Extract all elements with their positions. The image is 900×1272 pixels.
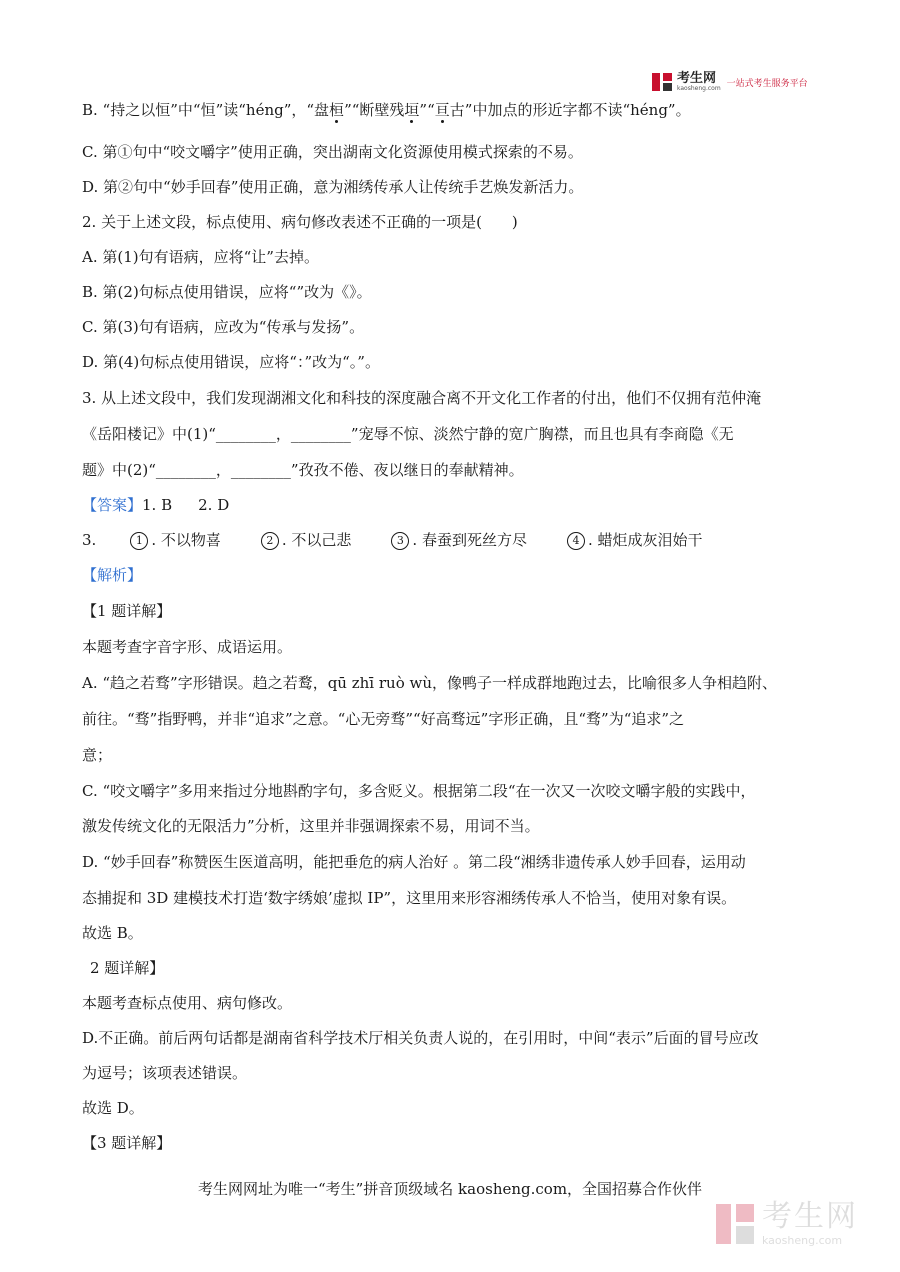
detail-1-d-line2: 态捕捉和 3D 建模技术打造‘数字绣娘’虚拟 IP”，这里用来形容湘绣传承人不恰当，使用对象有误。	[82, 889, 737, 907]
answer-3-row	[82, 530, 703, 550]
answer-label: 【答案】	[82, 496, 143, 514]
detail-1-intro: 本题考查字音字形、成语运用。	[82, 638, 293, 656]
watermark-name: 考生网	[762, 1199, 858, 1234]
option-2a: A. 第(1)句有语病，应将“让”去掉。	[82, 248, 319, 266]
watermark-domain: kaosheng.com	[762, 1234, 843, 1247]
dotted-char: 亘	[434, 101, 450, 119]
dotted-char: 桓	[329, 101, 345, 119]
answer-text: . 蜡炬成灰泪始干	[587, 531, 703, 549]
answer-3-num: 3.	[82, 531, 97, 549]
watermark	[716, 1194, 876, 1254]
answer-text: . 不以己悲	[281, 531, 352, 549]
detail-2-d-line1: D.不正确。前后两句话都是湖南省科学技术厅相关负责人说的，在引用时，中间“表示”后面的冒号应改	[82, 1029, 759, 1047]
circled-number: 1	[130, 532, 148, 550]
option-1b	[82, 100, 691, 120]
detail-2-intro: 本题考查标点使用、病句修改。	[82, 994, 293, 1012]
detail-1-end: 故选 B。	[82, 924, 143, 942]
question-2: 2. 关于上述文段，标点使用、病句修改表述不正确的一项是( )	[82, 213, 518, 231]
question-3-line2: 《岳阳楼记》中(1)“________，________”宠辱不惊、淡然宁静的宽广胸襟，而且也具有李商隐《无	[82, 425, 734, 443]
circled-number: 3	[391, 532, 409, 550]
text: B. “持之以恒”中“恒”读“héng”，“盘	[82, 101, 330, 119]
answer-3-item	[261, 531, 352, 549]
option-1c: C. 第①句中“咬文嚼字”使用正确，突出湖南文化资源使用模式探索的不易。	[82, 143, 583, 161]
footer-text: 考生网网址为唯一“考生”拼音顶级域名 kaosheng.com，全国招募合作伙伴	[197, 1180, 703, 1198]
text: 古”中加点的形近字都不读“héng”。	[449, 101, 691, 119]
logo-name: 考生网	[677, 71, 717, 86]
watermark-text	[762, 1199, 858, 1247]
detail-1-c-line1: C. “咬文嚼字”多用来指过分地斟酌字句，多含贬义。根据第二段“在一次又一次咬文嚼字般的实践中，	[82, 782, 756, 800]
detail-1-a-line1: A. “趋之若骛”字形错误。趋之若鹜，qū zhī ruò wù，像鸭子一样成群地跑过去，比喻很多人争相趋附、	[82, 674, 777, 692]
answer-3-item	[130, 531, 221, 549]
detail-2-d-line2: 为逗号；该项表述错误。	[82, 1064, 248, 1082]
logo-text	[677, 72, 721, 92]
option-2c: C. 第(3)句有语病，应改为“传承与发扬”。	[82, 318, 365, 336]
detail-2-end: 故选 D。	[82, 1099, 144, 1117]
header-logo	[652, 70, 847, 94]
watermark-logo-icon	[716, 1202, 756, 1246]
answer-text: . 不以物喜	[151, 531, 221, 549]
answer-3-item	[567, 531, 703, 549]
answer-1: 1. B	[142, 496, 173, 514]
option-2d: D. 第(4)句标点使用错误，应将“：”改为“。”。	[82, 353, 380, 371]
question-3-line1: 3. 从上述文段中，我们发现湖湘文化和科技的深度融合离不开文化工作者的付出，他们不仅拥有范仲淹	[82, 389, 762, 407]
detail-2-title: 2 题详解】	[90, 959, 165, 977]
detail-1-a-line3: 意；	[82, 746, 113, 764]
question-3-line3: 题》中(2)“________，________”孜孜不倦、夜以继日的奉献精神。	[82, 461, 524, 479]
logo-slogan: 一站式考生服务平台	[726, 78, 808, 89]
answer-row	[82, 495, 229, 515]
logo-domain: kaosheng.com	[677, 85, 721, 92]
circled-number: 2	[261, 532, 279, 550]
detail-1-c-line2: 激发传统文化的无限活力”分析，这里并非强调探索不易，用词不当。	[82, 817, 540, 835]
circled-number: 4	[567, 532, 585, 550]
detail-1-d-line1: D. “妙手回春”称赞医生医道高明，能把垂危的病人治好 。第二段“湘绣非遗传承人妙手回春，运用动	[82, 853, 746, 871]
option-1d: D. 第②句中“妙手回春”使用正确，意为湘绣传承人让传统手艺焕发新活力。	[82, 178, 584, 196]
option-2b: B. 第(2)句标点使用错误，应将“”改为《》。	[82, 283, 372, 301]
detail-3-title: 【3 题详解】	[82, 1134, 172, 1152]
dotted-char: 垣	[404, 101, 420, 119]
analysis-label: 【解析】	[82, 566, 143, 584]
answer-text: . 春蚕到死丝方尽	[412, 531, 527, 549]
answer-3-item	[391, 531, 527, 549]
text: ”“	[419, 101, 435, 119]
detail-1-title: 【1 题详解】	[82, 602, 172, 620]
detail-1-a-line2: 前往。“骛”指野鸭，并非“追求”之意。“心无旁骛”“好高骛远”字形正确，且“骛”为“追求”之	[82, 710, 685, 728]
text: ”“断壁残	[344, 101, 405, 119]
answer-2: 2. D	[198, 496, 230, 514]
logo-mark-icon	[652, 71, 674, 93]
